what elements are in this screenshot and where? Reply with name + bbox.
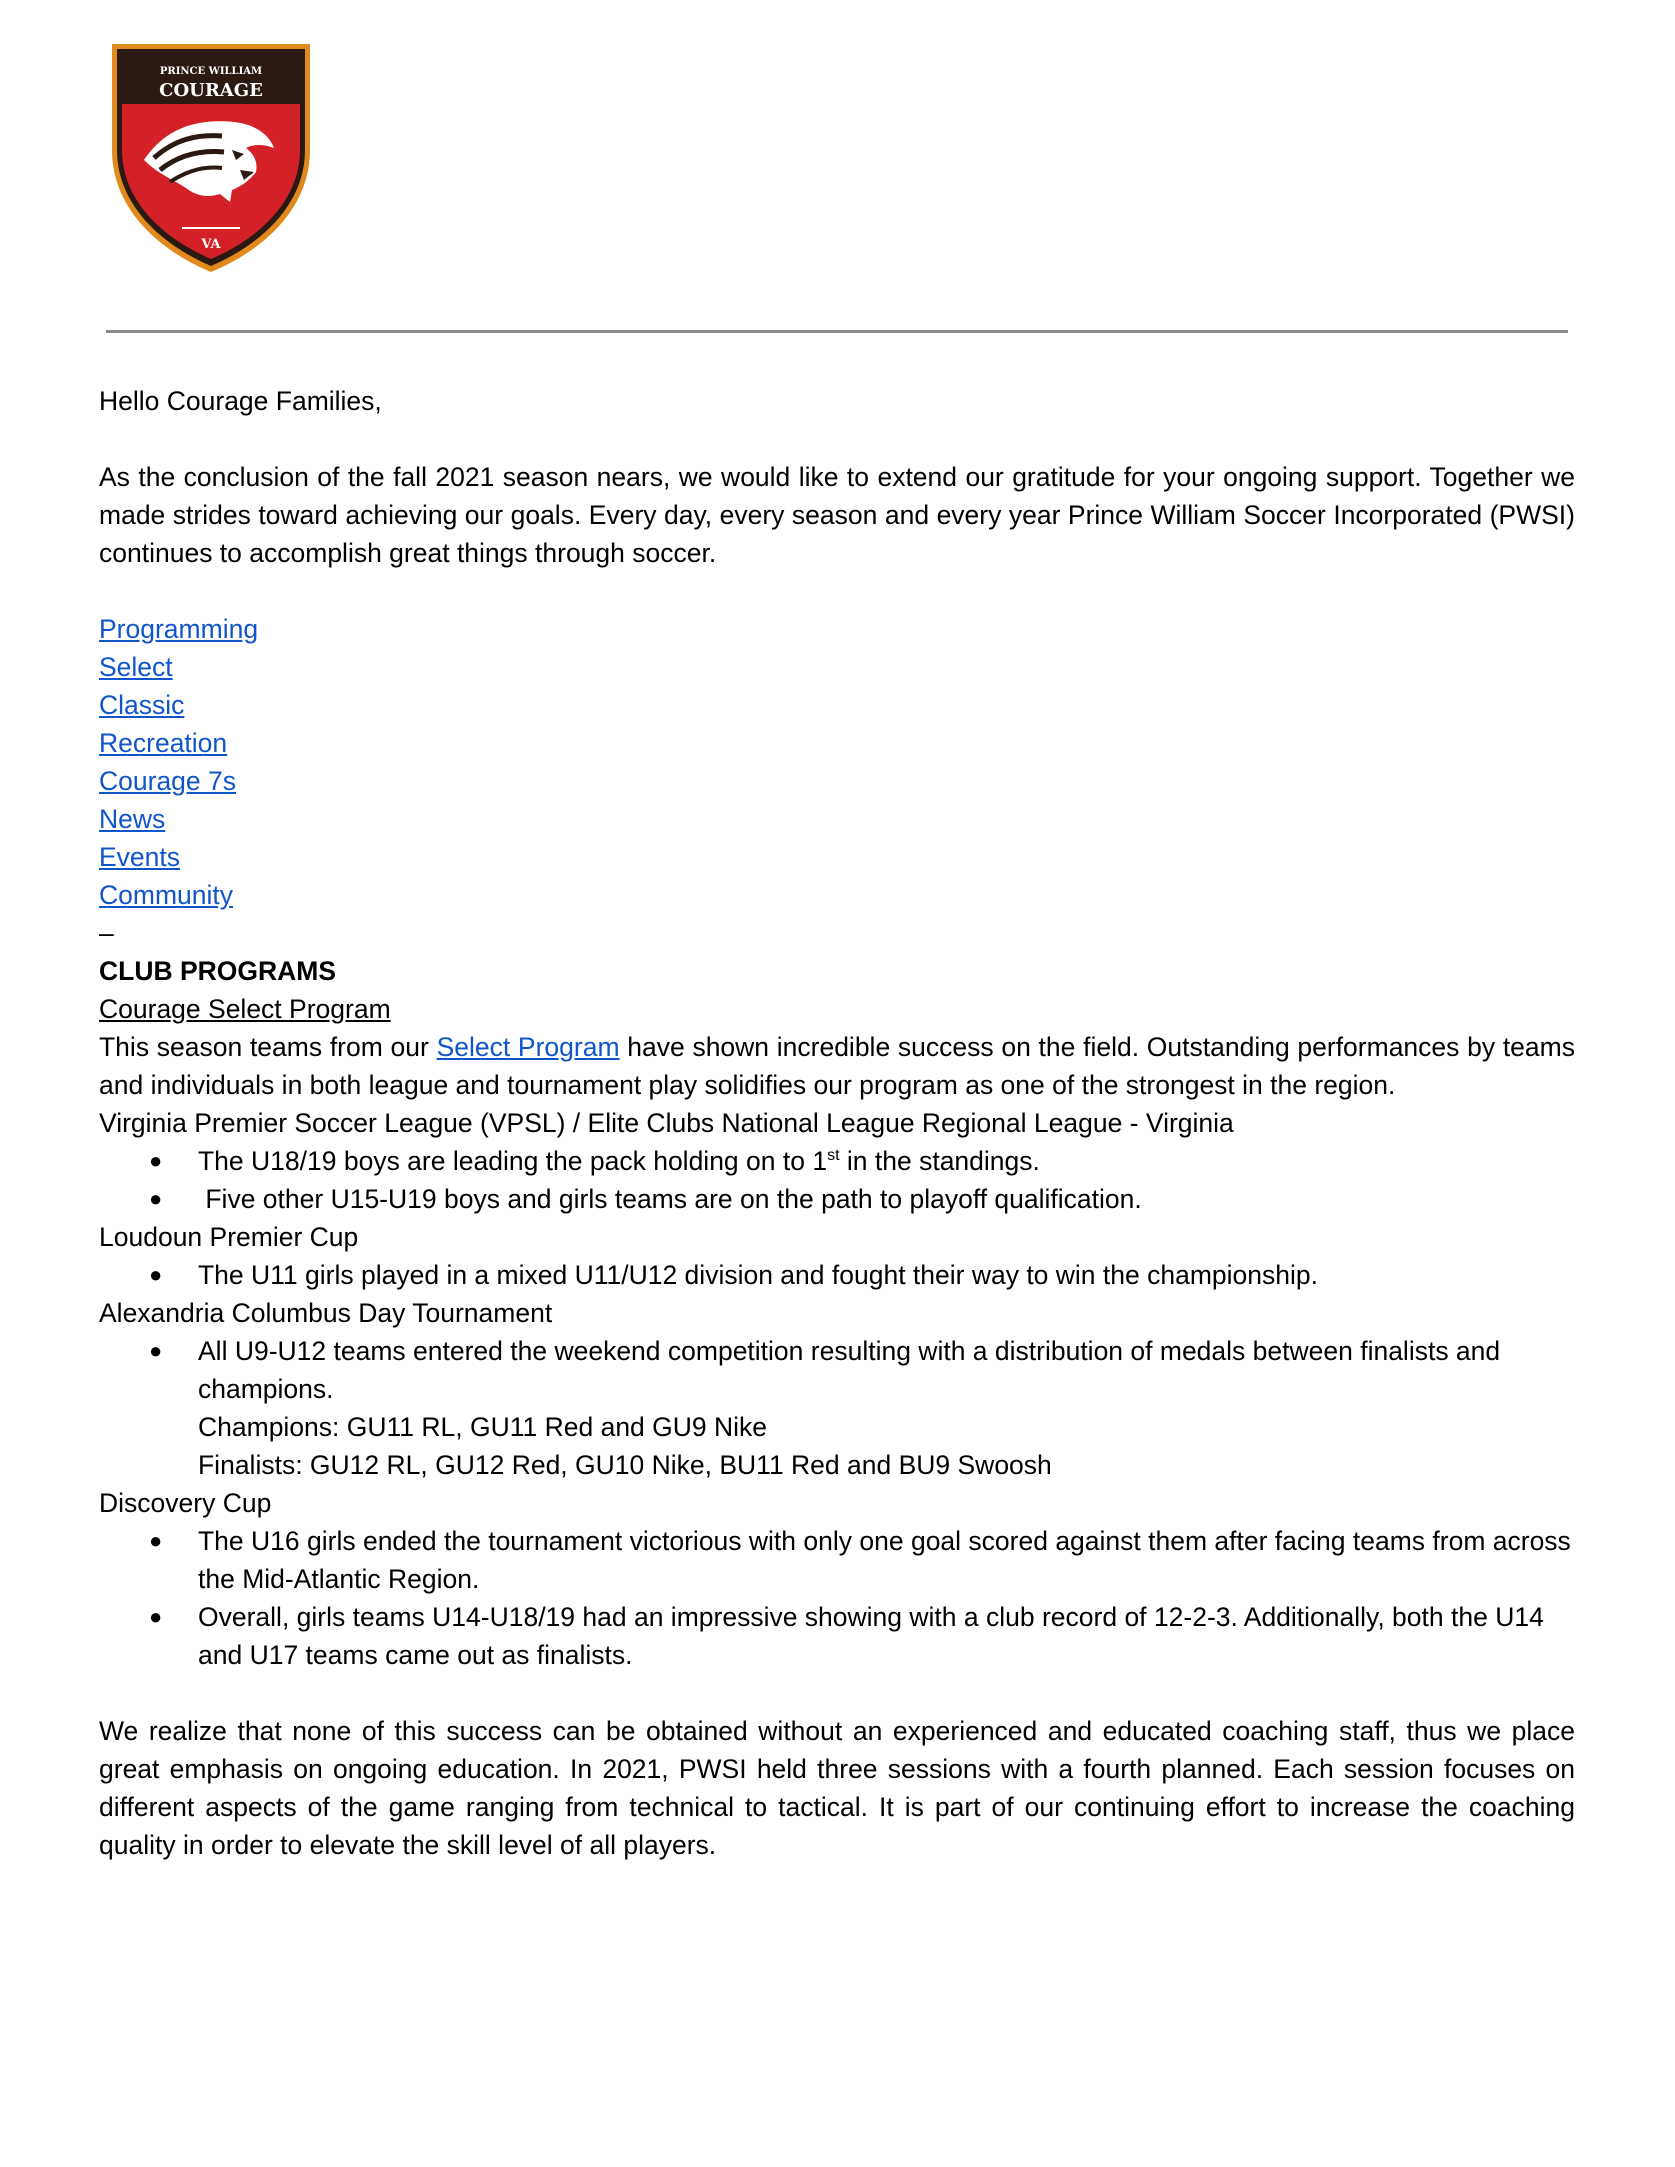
logo-bottom-text: VA <box>201 237 221 252</box>
bullet-list <box>99 1332 1575 1484</box>
bullet-list <box>99 1256 1575 1294</box>
club-logo <box>104 30 318 278</box>
para-text-end: have shown incredible success on the field. Outstanding performances by teams and individuals in both league and tournament play solidifies our program as one of the strongest in the region. <box>99 1032 1575 1100</box>
ordinal-suffix: st <box>827 1147 840 1164</box>
section-subheading: Courage Select Program <box>99 994 391 1024</box>
link-recreation[interactable]: Recreation <box>99 728 228 758</box>
intro-paragraph: As the conclusion of the fall 2021 season nears, we would like to extend our gratitude for your ongoing support. Together we made strides toward achieving our goals. Every day, every season and every year Prince William Soccer Incorporated (PWSI) continues to accomplish great things through soccer. <box>99 462 1575 568</box>
bullet-text: All U9-U12 teams entered the weekend competition resulting with a distribution of medals between finalists and champions. <box>198 1336 1501 1404</box>
select-program-link[interactable]: Select Program <box>436 1032 620 1062</box>
bullet-list <box>99 1142 1575 1218</box>
bullet-icon: ● <box>149 1262 163 1287</box>
bullet-list <box>99 1522 1575 1674</box>
bullet-text-end: in the standings. <box>839 1146 1040 1176</box>
bullet-icon: ● <box>149 1186 163 1211</box>
logo-name: COURAGE <box>159 80 263 101</box>
competition-title: Discovery Cup <box>99 1488 272 1518</box>
bullet-icon: ● <box>149 1148 163 1173</box>
list-item <box>99 1522 1575 1598</box>
header-divider <box>106 330 1568 333</box>
link-events[interactable]: Events <box>99 842 181 872</box>
list-item <box>99 1180 1575 1218</box>
greeting: Hello Courage Families, <box>99 386 382 416</box>
select-program-paragraph <box>99 1028 1575 1104</box>
link-courage-7s[interactable]: Courage 7s <box>99 766 237 796</box>
list-item <box>99 1142 1575 1180</box>
bullet-text: Five other U15-U19 boys and girls teams are on the path to playoff qualification. <box>198 1184 1142 1214</box>
bullet-text: The U11 girls played in a mixed U11/U12 division and fought their way to win the championship. <box>198 1260 1318 1290</box>
para-text-start: This season teams from our <box>99 1032 437 1062</box>
link-classic[interactable]: Classic <box>99 690 185 720</box>
competition-title: Loudoun Premier Cup <box>99 1222 359 1252</box>
finalists-line: Finalists: GU12 RL, GU12 Red, GU10 Nike, BU11 Red and BU9 Swoosh <box>198 1450 1052 1480</box>
logo-top-text: PRINCE WILLIAM <box>159 66 263 77</box>
bullet-icon: ● <box>149 1528 163 1553</box>
competition-title: Virginia Premier Soccer League (VPSL) / Elite Clubs National League Regional League - Virginia <box>99 1108 1234 1138</box>
list-item <box>99 1256 1575 1294</box>
link-select[interactable]: Select <box>99 652 173 682</box>
bullet-text: The U16 girls ended the tournament victorious with only one goal scored against them after facing teams from across the Mid-Atlantic Region. <box>198 1526 1571 1594</box>
newsletter-body <box>99 382 1575 1864</box>
bullet-icon: ● <box>149 1338 163 1363</box>
bullet-text: Overall, girls teams U14-U18/19 had an impressive showing with a club record of 12-2-3. Additionally, both the U14 and U17 teams came out as finalists. <box>198 1602 1544 1670</box>
link-news[interactable]: News <box>99 804 166 834</box>
section-links <box>99 610 1575 914</box>
competition-title: Alexandria Columbus Day Tournament <box>99 1298 553 1328</box>
champions-line: Champions: GU11 RL, GU11 Red and GU9 Nike <box>198 1412 768 1442</box>
bullet-icon: ● <box>149 1604 163 1629</box>
closing-paragraph: We realize that none of this success can be obtained without an experienced and educated coaching staff, thus we place great emphasis on ongoing education. In 2021, PWSI held three sessions with a fourth planned. Each session focuses on different aspects of the game ranging from technical to tactical. It is part of our continuing effort to increase the coaching quality in order to elevate the skill level of all players. <box>99 1716 1575 1860</box>
list-item <box>99 1332 1575 1484</box>
separator: – <box>99 918 114 948</box>
section-heading: CLUB PROGRAMS <box>99 956 337 986</box>
link-community[interactable]: Community <box>99 880 234 910</box>
bullet-text: The U18/19 boys are leading the pack holding on to 1 <box>198 1146 828 1176</box>
list-item <box>99 1598 1575 1674</box>
link-programming[interactable]: Programming <box>99 614 259 644</box>
